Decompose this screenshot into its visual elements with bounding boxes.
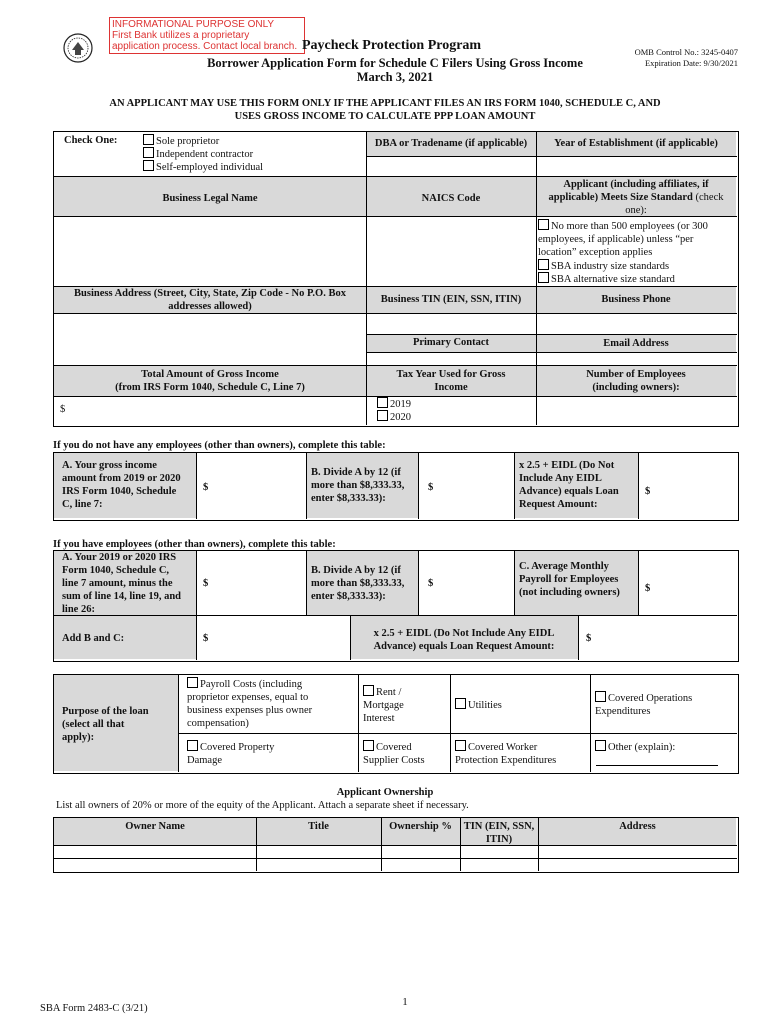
- checkbox[interactable]: [187, 740, 198, 751]
- checkbox[interactable]: [363, 740, 374, 751]
- employees-input[interactable]: [537, 397, 736, 424]
- gross-income-label: Total Amount of Gross Income (from IRS Form 1040, Schedule C, Line 7): [115, 369, 305, 393]
- form-subtitle: Borrower Application Form for Schedule C Filers Using Gross Income: [207, 56, 583, 70]
- checkbox[interactable]: [595, 740, 606, 751]
- business-tin-label: Business TIN (EIN, SSN, ITIN): [380, 294, 522, 305]
- business-address-label: Business Address (Street, City, State, Zip Code - No P.O. Box addresses allowed): [74, 288, 346, 312]
- add-b-and-c-input[interactable]: $: [203, 633, 209, 644]
- business-address-input[interactable]: [54, 314, 365, 364]
- col-tin: TIN (EIN, SSN, ITIN): [463, 821, 535, 845]
- checkbox[interactable]: [187, 677, 198, 688]
- legal-name-label: Business Legal Name: [162, 193, 258, 204]
- naics-input[interactable]: [367, 217, 535, 285]
- checkbox[interactable]: [455, 698, 466, 709]
- checkbox[interactable]: [143, 147, 154, 158]
- purpose-property-damage[interactable]: Covered Property Damage: [187, 742, 275, 766]
- business-tin-input[interactable]: [367, 314, 535, 333]
- no-emp-cell-a-label: A. Your gross income amount from 2019 or 2020 IRS Form 1040, Schedule C, line 7:: [62, 460, 181, 510]
- no-emp-cell-b-input[interactable]: $: [428, 482, 434, 493]
- checkbox[interactable]: [455, 740, 466, 751]
- checkbox[interactable]: [595, 691, 606, 702]
- size-option-industry[interactable]: SBA industry size standards: [538, 259, 669, 273]
- checkbox[interactable]: [538, 272, 549, 283]
- purpose-rent-mortgage[interactable]: Rent / Mortgage Interest: [363, 687, 404, 724]
- option-self-employed[interactable]: Self-employed individual: [143, 160, 263, 174]
- ownership-instruction: List all owners of 20% or more of the equity of the Applicant. Attach a separate sheet if necessary.: [56, 800, 469, 811]
- intro-line-2: USES GROSS INCOME TO CALCULATE PPP LOAN AMOUNT: [234, 111, 536, 122]
- form-title: Paycheck Protection Program: [302, 38, 482, 53]
- dba-label: DBA or Tradename (if applicable): [374, 138, 528, 149]
- tax-year-label: Tax Year Used for Gross Income: [396, 369, 506, 393]
- checkbox[interactable]: [538, 219, 549, 230]
- checkbox[interactable]: [538, 259, 549, 270]
- emp-cell-a-label: A. Your 2019 or 2020 IRS Form 1040, Schedule C, line 7 amount, minus the sum of line 14, line 19, and line 26:: [62, 552, 182, 615]
- size-option-alternative[interactable]: SBA alternative size standard: [538, 272, 675, 286]
- no-employees-heading: If you do not have any employees (other than owners), complete this table:: [53, 440, 386, 451]
- form-date: March 3, 2021: [356, 70, 434, 84]
- gross-income-input[interactable]: $: [60, 404, 66, 415]
- dba-input[interactable]: [367, 157, 535, 175]
- omb-control-number: OMB Control No.: 3245-0407: [634, 47, 738, 57]
- emp-cell-c-label: C. Average Monthly Payroll for Employees (not including owners): [519, 561, 620, 598]
- purpose-other-explain-line[interactable]: [596, 765, 718, 766]
- tax-year-2019[interactable]: 2019: [377, 397, 411, 411]
- option-independent-contractor[interactable]: Independent contractor: [143, 147, 253, 161]
- employees-label: Number of Employees (including owners):: [586, 369, 686, 393]
- no-emp-cell-c-label: x 2.5 + EIDL (Do Not Include Any EIDL Advance) equals Loan Request Amount:: [519, 460, 619, 510]
- emp-cell-b-input[interactable]: $: [428, 578, 434, 589]
- business-phone-label: Business Phone: [601, 294, 671, 305]
- purpose-operations[interactable]: Covered Operations Expenditures: [595, 693, 693, 717]
- no-emp-cell-b-label: B. Divide A by 12 (if more than $8,333.33, enter $8,333.33):: [311, 467, 405, 504]
- purpose-supplier-costs[interactable]: Covered Supplier Costs: [363, 742, 425, 766]
- add-b-and-c-label: Add B and C:: [62, 633, 125, 644]
- page-number: 1: [402, 996, 408, 1008]
- purpose-worker-protection[interactable]: Covered Worker Protection Expenditures: [455, 742, 557, 766]
- checkbox[interactable]: [377, 410, 388, 421]
- size-option-500-employees[interactable]: No more than 500 employees (or 300 employees, if applicable) unless “per location” exception applies: [538, 221, 708, 258]
- option-sole-proprietor[interactable]: Sole proprietor: [143, 134, 219, 148]
- tax-year-2020[interactable]: 2020: [377, 410, 411, 424]
- primary-contact-label: Primary Contact: [412, 337, 490, 348]
- form-id: SBA Form 2483-C (3/21): [40, 1003, 148, 1014]
- informational-notice: INFORMATIONAL PURPOSE ONLY First Bank utilizes a proprietary application process. Contact local branch.: [109, 17, 305, 54]
- expiration-date: Expiration Date: 9/30/2021: [644, 58, 738, 68]
- purpose-other[interactable]: Other (explain):: [595, 740, 675, 754]
- checkbox[interactable]: [143, 134, 154, 145]
- emp-cell-a-input[interactable]: $: [203, 578, 209, 589]
- business-phone-input[interactable]: [537, 314, 736, 333]
- owner-row-1[interactable]: [54, 846, 736, 858]
- owner-row-2[interactable]: [54, 859, 736, 871]
- checkbox[interactable]: [143, 160, 154, 171]
- no-emp-cell-c-input[interactable]: $: [645, 486, 651, 497]
- purpose-payroll-costs[interactable]: Payroll Costs (including proprietor expenses, equal to business expenses plus owner compensation): [187, 679, 313, 729]
- loan-request-input[interactable]: $: [586, 633, 592, 644]
- purpose-label: Purpose of the loan (select all that apply):: [62, 706, 149, 743]
- ownership-title: Applicant Ownership: [336, 787, 434, 798]
- legal-name-input[interactable]: [54, 217, 365, 285]
- col-title: Title: [308, 821, 329, 832]
- intro-line-1: AN APPLICANT MAY USE THIS FORM ONLY IF THE APPLICANT FILES AN IRS FORM 1040, SCHEDULE C, AND: [109, 98, 661, 109]
- email-label: Email Address: [603, 338, 669, 349]
- sba-seal-logo: [63, 33, 93, 63]
- col-address: Address: [619, 821, 656, 832]
- no-emp-cell-a-input[interactable]: $: [203, 482, 209, 493]
- size-standard-label: Applicant (including affiliates, if applicable) Meets Size Standard (check one):: [548, 179, 724, 216]
- col-owner-name: Owner Name: [125, 821, 185, 832]
- with-employees-heading: If you have employees (other than owners), complete this table:: [53, 539, 336, 550]
- naics-label: NAICS Code: [421, 193, 481, 204]
- emp-cell-b-label: B. Divide A by 12 (if more than $8,333.33, enter $8,333.33):: [311, 565, 405, 602]
- col-ownership-pct: Ownership %: [389, 821, 452, 832]
- purpose-utilities[interactable]: Utilities: [455, 698, 502, 712]
- loan-request-label: x 2.5 + EIDL (Do Not Include Any EIDL Advance) equals Loan Request Amount:: [373, 628, 555, 652]
- year-established-input[interactable]: [537, 157, 736, 175]
- checkbox[interactable]: [363, 685, 374, 696]
- year-established-label: Year of Establishment (if applicable): [554, 138, 718, 149]
- check-one-label: Check One:: [64, 135, 118, 146]
- emp-cell-c-input[interactable]: $: [645, 583, 651, 594]
- checkbox[interactable]: [377, 397, 388, 408]
